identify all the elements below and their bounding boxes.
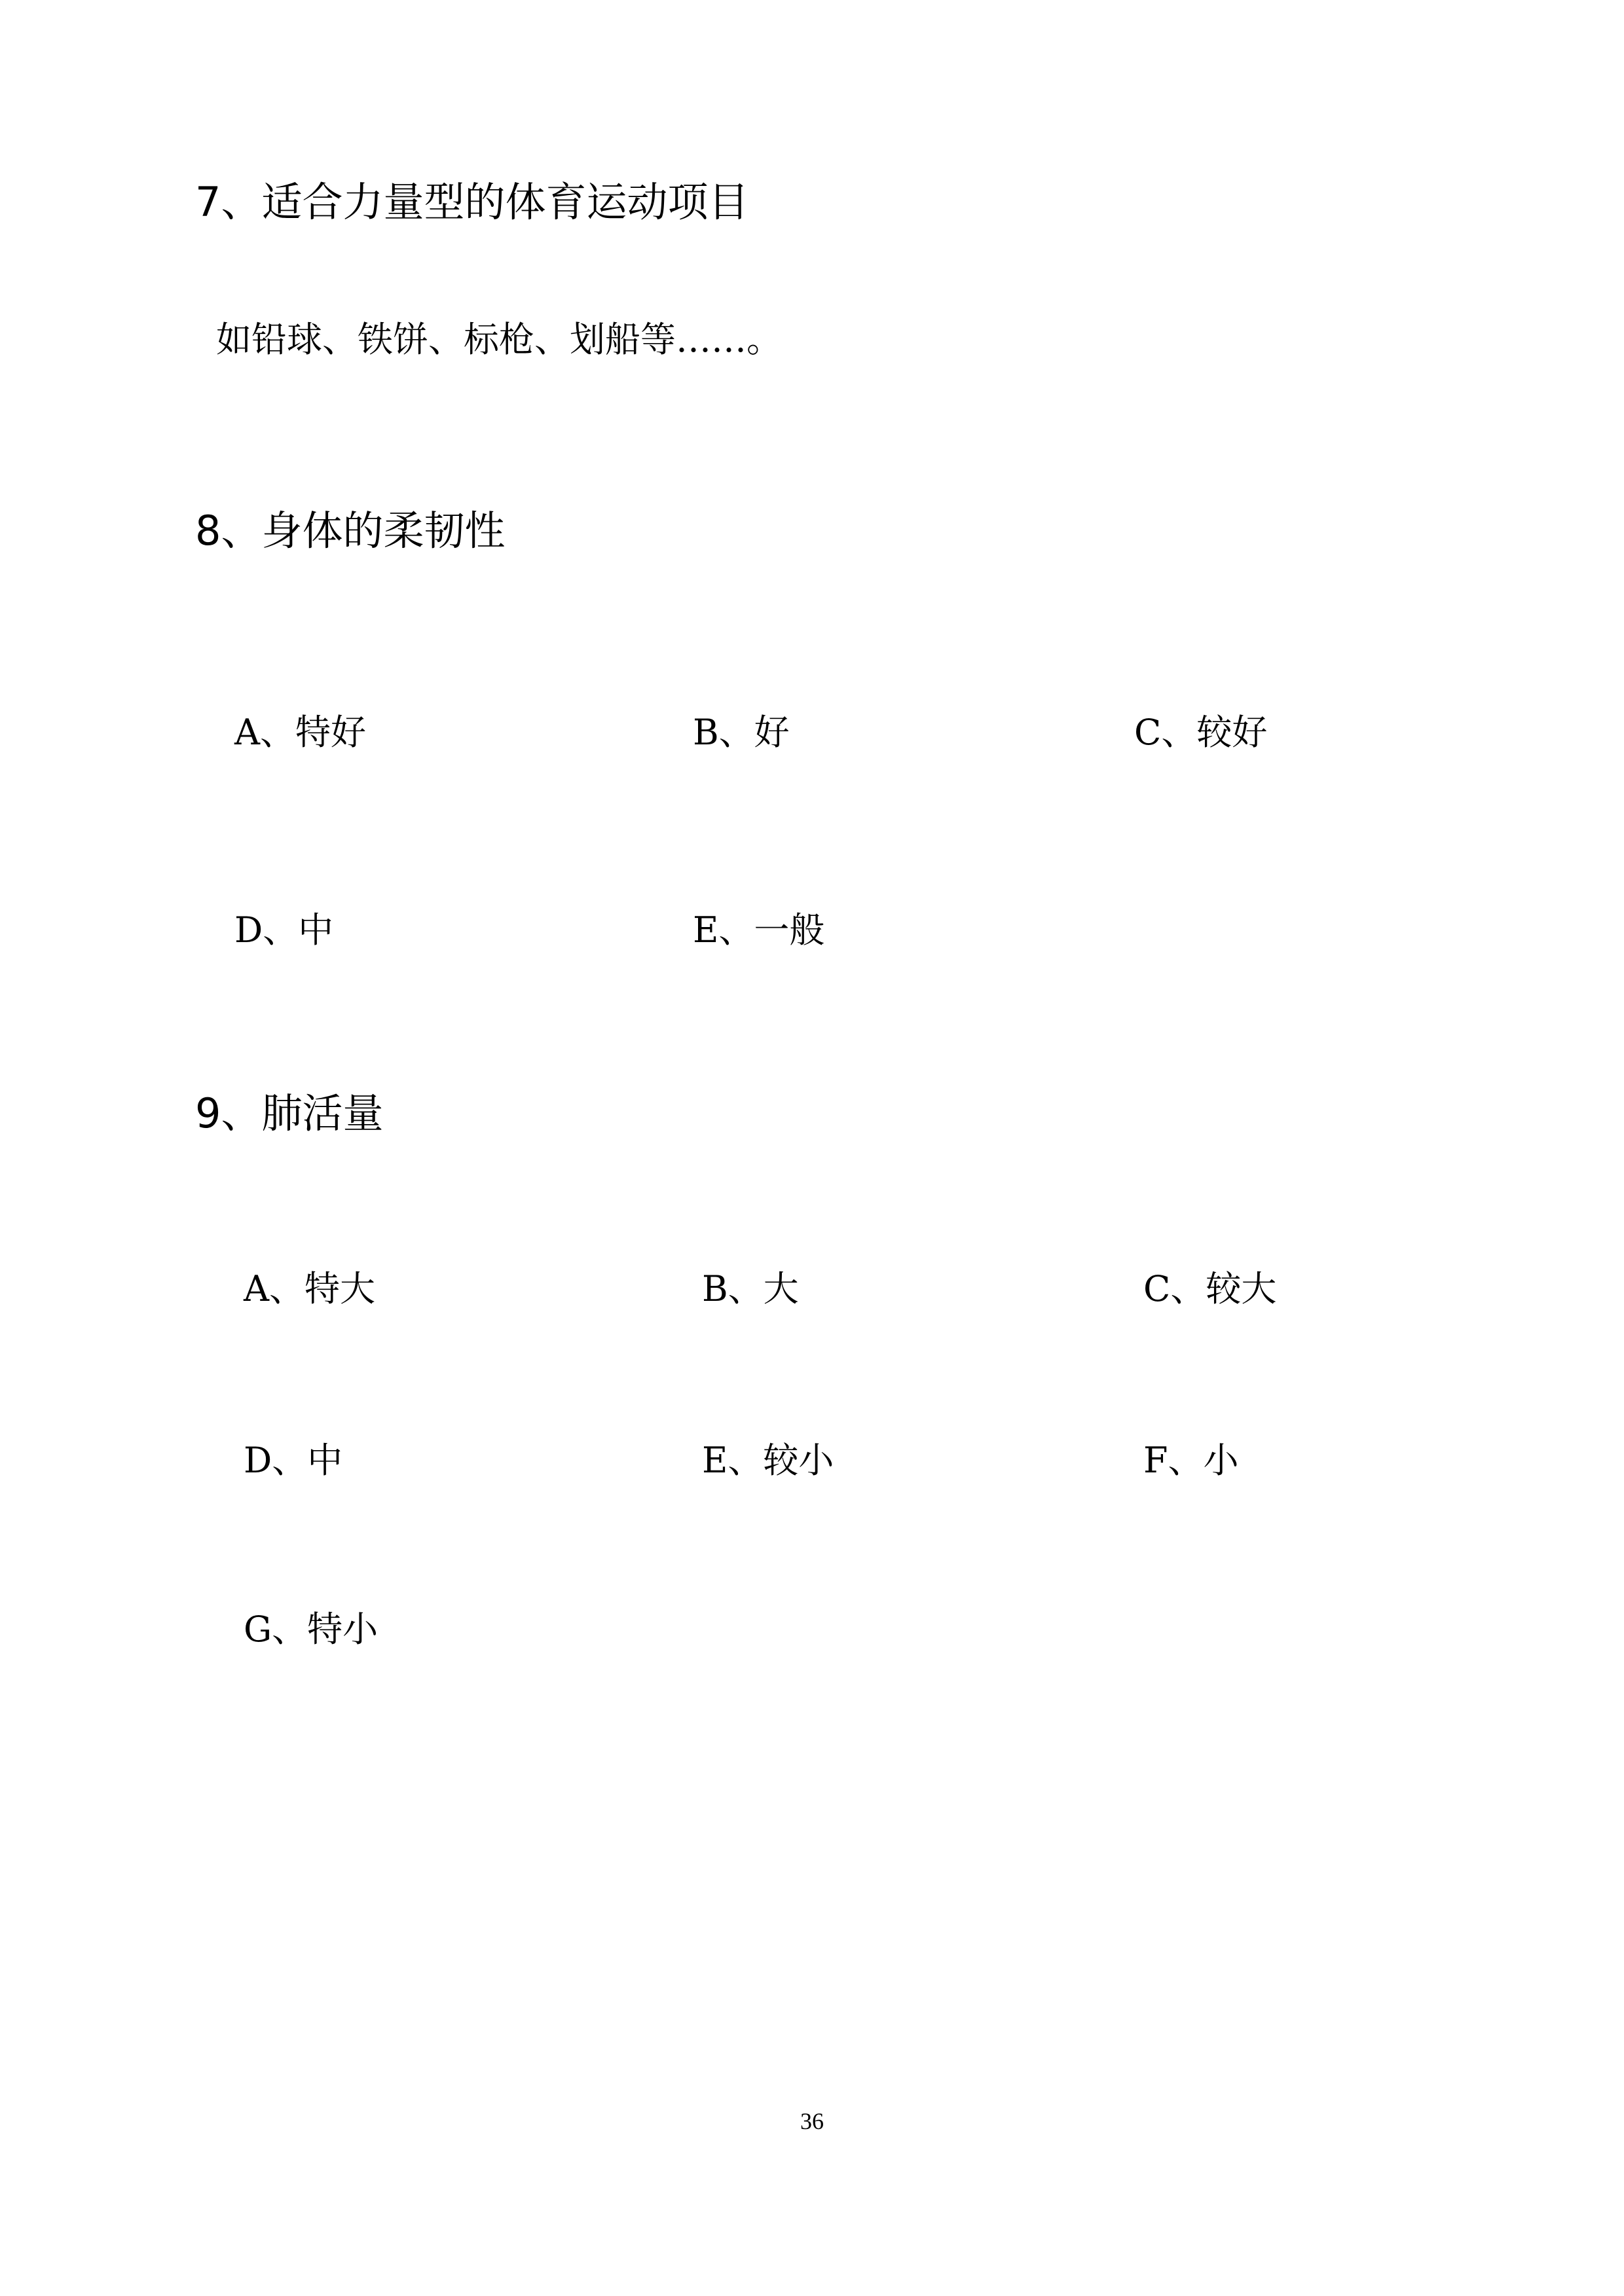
section-7-body: 如铅球、铁饼、标枪、划船等……。 (216, 319, 782, 360)
section-8-option-c: C、较好 (1134, 712, 1268, 753)
section-8-option-e: E、一般 (693, 909, 825, 951)
section-9-option-b: B、大 (702, 1268, 799, 1309)
section-9-option-f: F、小 (1143, 1440, 1239, 1481)
section-9-option-d: D、中 (244, 1440, 343, 1481)
page-number: 36 (800, 2108, 824, 2134)
section-7-title: 7、适合力量型的体育运动项目 (195, 178, 749, 226)
section-9-option-e: E、较小 (702, 1440, 834, 1481)
section-8-option-b: B、好 (693, 712, 790, 753)
section-9-option-c: C、较大 (1143, 1268, 1277, 1309)
section-9-option-g: G、特小 (244, 1609, 378, 1650)
section-8-option-a: A、特好 (234, 712, 366, 753)
section-8-title: 8、身体的柔韧性 (195, 507, 506, 555)
section-9-option-a: A、特大 (244, 1268, 375, 1309)
section-8-option-d: D、中 (234, 909, 334, 951)
section-9-title: 9、肺活量 (195, 1089, 384, 1137)
